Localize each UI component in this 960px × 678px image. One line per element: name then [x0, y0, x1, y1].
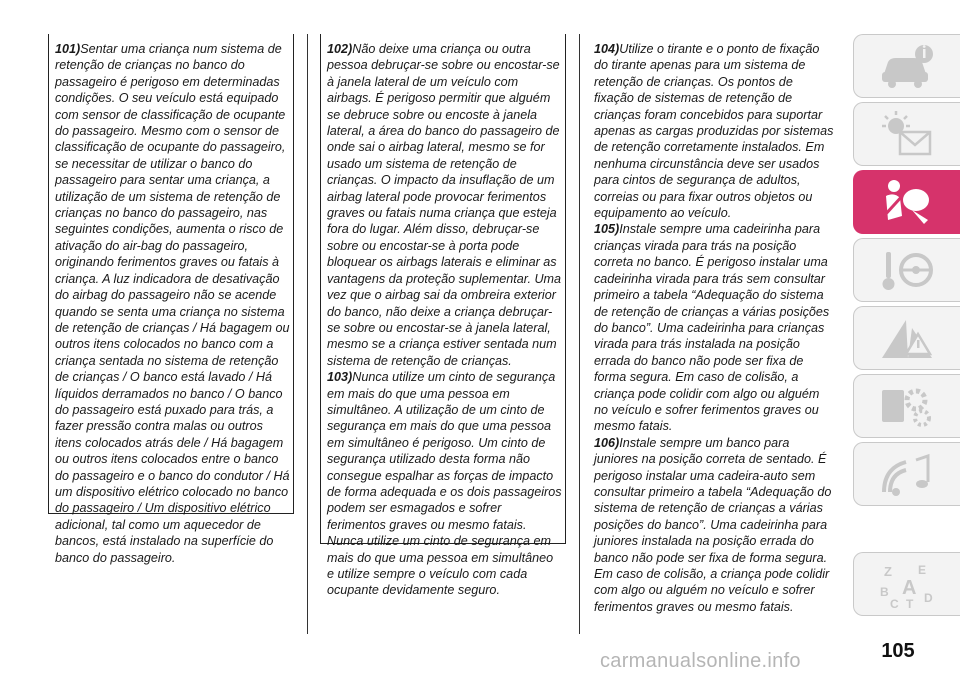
note-102 [327, 41, 563, 369]
warning-column-3 [592, 34, 838, 622]
note-number: 103) [327, 370, 353, 385]
warning-column-1 [48, 34, 294, 565]
tab-maintenance[interactable] [853, 374, 960, 438]
maintenance-gears-icon [876, 380, 938, 432]
warning-column-2 [320, 34, 566, 598]
warning-box-2 [320, 34, 566, 598]
note-text: Sentar uma criança num sistema de retenção de crianças no banco do passageiro é perigoso em determinadas condições. O seu veículo está equipado com sensor de classificação de ocupante do passageiro. Mesmo com o sensor de classificação de ocupante do passageiro, se necessitar de utilizar o banco do passageiro para sentar uma criança, a utilização de um sistema de retenção de crianças no banco do passageiro, nas seguintes condições, aumenta o risco de ativação do air-bag do passageiro, originando ferimentos graves ou fatais à criança. A luz indicadora de desativação do airbag do passageiro não se acende quando se senta uma criança no sistema de retenção de crianças / Há bagagem ou outros itens colocados no banco com a criança sentada no sistema de retenção de crianças / O banco está lavado / Há líquidos derramados no banco / O banco do passageiro está puxado para trás, a fazer pressão contra malas ou outros itens colocados atrás dele / Há bagagem ou outros itens colocados entre o banco do passageiro e o banco do condutor / Há um dispositivo elétrico colocado no banco do passageiro / Um dispositivo elétrico adicional, tal como um aquecedor de bancos, está instalado na superfície do banco do passageiro. [55, 42, 290, 565]
warning-lights-icon [876, 108, 938, 160]
svg-text:D: D [924, 591, 933, 605]
emergency-road-icon [876, 312, 938, 364]
tab-car-info[interactable] [853, 34, 960, 98]
note-106 [594, 435, 836, 615]
page-number: 105 [881, 640, 915, 662]
key-steering-icon [876, 244, 938, 296]
note-number: 101) [55, 42, 81, 56]
watermark: carmanualsonline.info [600, 650, 801, 672]
car-info-icon [876, 40, 938, 92]
note-101 [55, 41, 291, 566]
tab-safety[interactable] [853, 170, 960, 234]
tab-index[interactable] [853, 552, 960, 616]
tab-starting-driving[interactable] [853, 238, 960, 302]
svg-text:C: C [890, 597, 899, 610]
note-text: Nunca utilize um cinto de segurança em mais do que uma pessoa em simultâneo. A utilização de um cinto de segurança em mais do que uma pessoa em simultâneo é perigoso. Um cinto de segurança utilizado desta forma não consegue espalhar as forças de impacto de forma adequada e os dois passageiros podem ser esmagados e sofrer ferimentos graves ou mesmo fatais. Nunca utilize um cinto de segurança em mais do que uma pessoa em simultâneo e utilize sempre o veículo com cada ocupante devidamente seguro. [327, 370, 562, 598]
note-number: 106) [594, 435, 620, 450]
note-105 [594, 221, 836, 434]
svg-text:B: B [880, 585, 889, 599]
svg-text:A: A [902, 577, 917, 599]
alphabetical-index-icon [876, 558, 938, 610]
column-divider [579, 34, 580, 634]
multimedia-icon [876, 448, 938, 500]
tab-warning-lights[interactable] [853, 102, 960, 166]
warning-box-3 [592, 34, 838, 622]
warning-box-1 [48, 34, 294, 565]
note-text: Utilize o tirante e o ponto de fixação do tirante apenas para um sistema de retenção de crianças. Os pontos de fixação de sistemas de retenção de crianças foram concebidos para suportar apenas as cargas produzidas por sistemas de retenção corretamente instalados. Em nenhuma circunstância deve ser usados para cintos de segurança de adultos, correias ou para fixar outros objetos ou equipamento ao veículo. [594, 42, 834, 221]
svg-text:E: E [918, 563, 927, 577]
note-text: Instale sempre uma cadeirinha para crianças virada para trás na posição correta no banco. É perigoso instalar uma cadeirinha virada para trás sem consultar primeiro a tabela “Adequação do sistema de retenção de crianças a várias posições do banco”. Uma cadeirinha para crianças virada para trás instalada na posição errada do banco não pode ser fixa de forma segura. Em caso de colisão, a criança pode colidir com algo ou alguém no veículo e sofrer ferimentos graves ou mesmo fatais. [594, 222, 830, 434]
note-104 [594, 41, 836, 221]
svg-text:T: T [906, 597, 914, 610]
tab-multimedia[interactable] [853, 442, 960, 506]
note-text: Instale sempre um banco para juniores na posição correta de sentado. É perigoso instalar uma cadeira-auto sem consultar primeiro a tabela “Adequação do sistema de retenção de crianças a várias posições do banco”. Uma cadeirinha para juniores instalada na posição errada do banco não pode ser fixa de forma segura. Em caso de colisão, a criança pode colidir com algo ou alguém no veículo e sofrer ferimentos graves ou mesmo fatais. [594, 435, 832, 614]
note-103 [327, 369, 563, 599]
airbag-seatbelt-icon [876, 176, 938, 228]
tab-emergency[interactable] [853, 306, 960, 370]
note-text: Não deixe uma criança ou outra pessoa debruçar-se sobre ou encostar-se à janela lateral de um veículo com airbags. É perigoso permitir que alguém se debruce sobre ou encoste à janela lateral, a área do banco do passageiro de onde sai o airbag lateral, mesmo se for usado um sistema de retenção de crianças. O impacto da insuflação de um airbag lateral pode provocar ferimentos graves ou fatais numa criança que esteja fora do lugar. Além disso, debruçar-se sobre ou encostar-se à porta pode bloquear os airbags laterais e eliminar as vantagens da proteção suplementar. Uma vez que o airbag sai da ombreira exterior do banco, não deixe a criança debruçar-se sobre ou encostar-se à janela lateral, mesmo se a criança estiver sentada num sistema de retenção de crianças. [327, 42, 562, 368]
svg-text:Z: Z [884, 564, 892, 579]
note-number: 104) [594, 42, 620, 56]
column-divider [307, 34, 308, 634]
note-number: 102) [327, 42, 353, 56]
note-number: 105) [594, 222, 620, 237]
